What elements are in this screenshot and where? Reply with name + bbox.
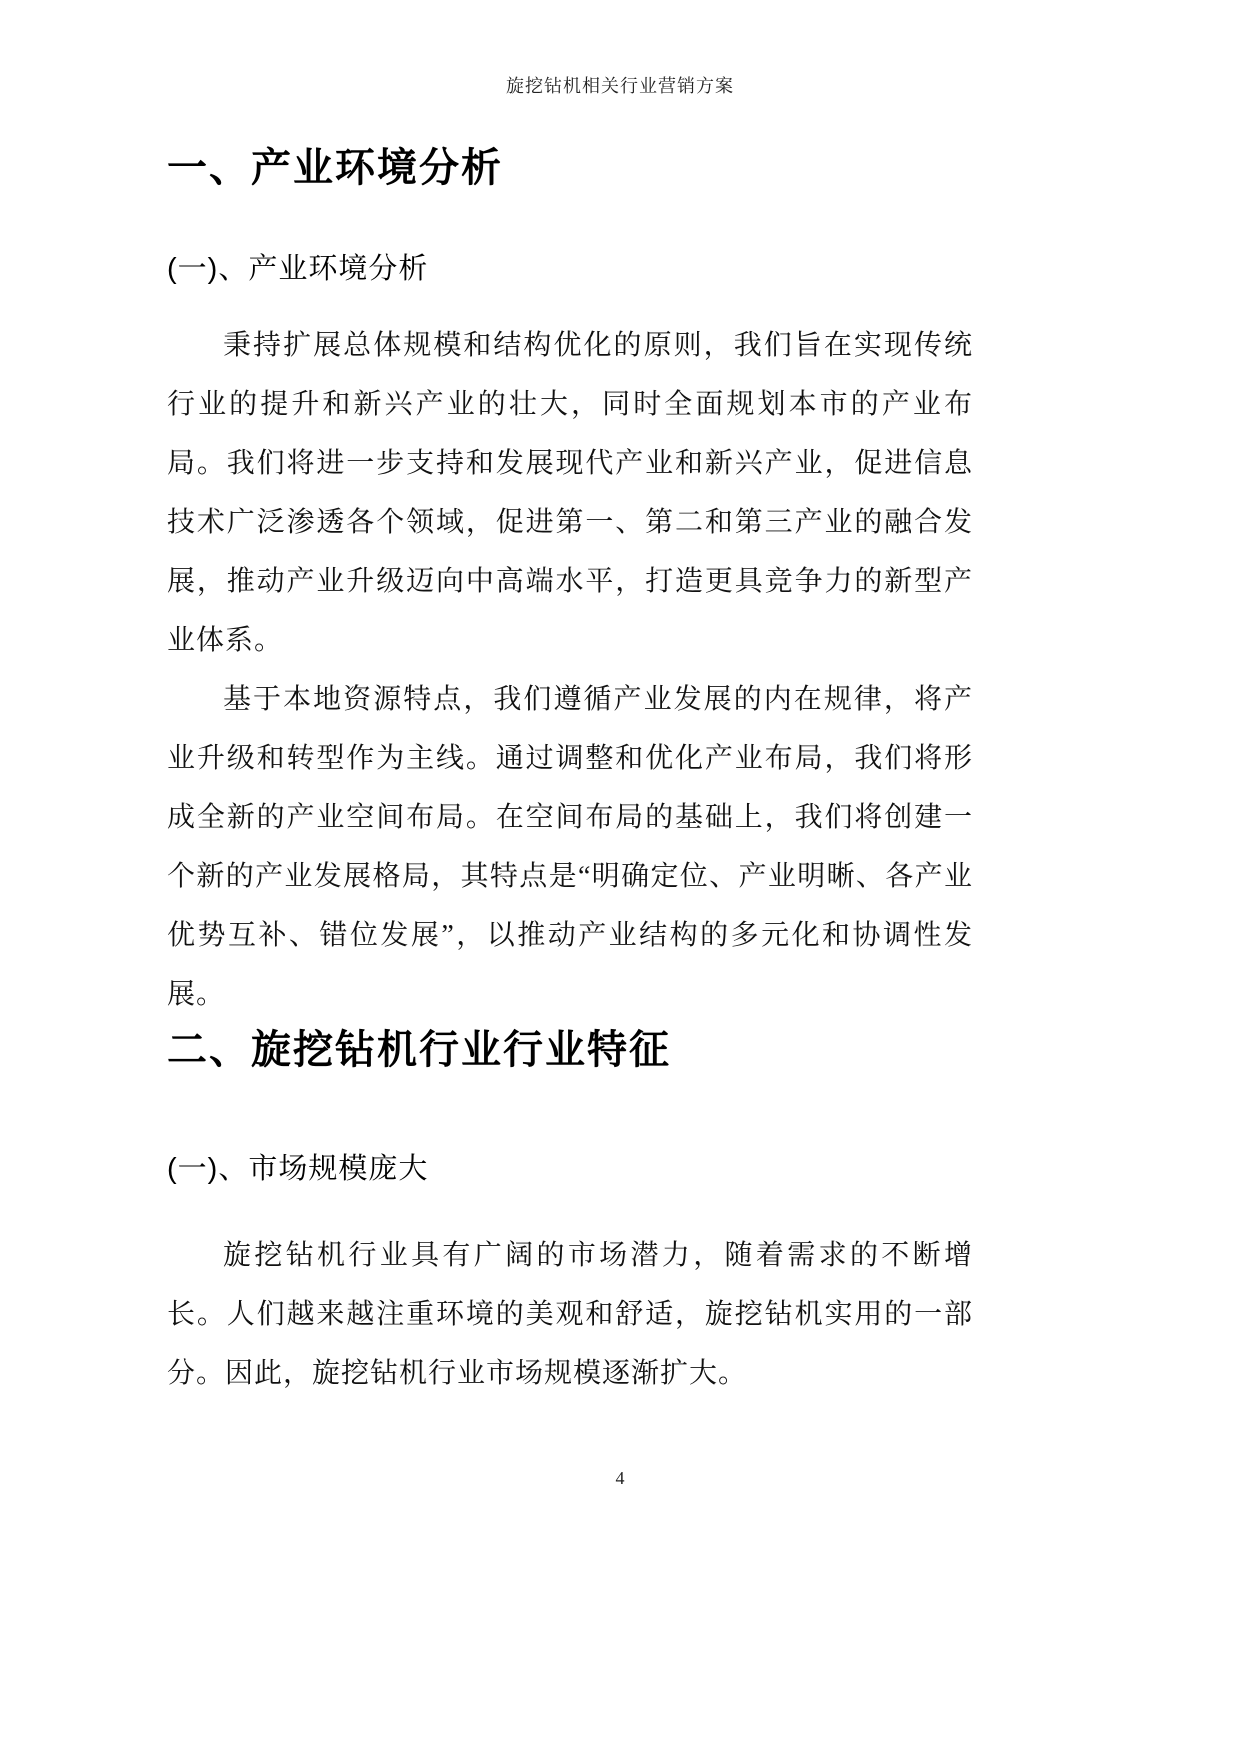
paragraph: 基于本地资源特点，我们遵循产业发展的内在规律，将产业升级和转型作为主线。通过调整和优化产业布局，我们将形成全新的产业空间布局。在空间布局的基础上，我们将创建一个新的产业发展格局，其特点是“明确定位、产业明晰、各产业优势互补、错位发展”，以推动产业结构的多元化和协调性发展。 — [167, 684, 973, 1010]
section-1-heading: 一、产业环境分析 — [167, 146, 503, 190]
section-2-body — [167, 1226, 973, 1403]
section-1-subheading: (一)、产业环境分析 — [167, 253, 429, 285]
section-1-body — [167, 316, 973, 1024]
paragraph: 秉持扩展总体规模和结构优化的原则，我们旨在实现传统行业的提升和新兴产业的壮大，同时全面规划本市的产业布局。我们将进一步支持和发展现代产业和新兴产业，促进信息技术广泛渗透各个领域，促进第一、第二和第三产业的融合发展，推动产业升级迈向中高端水平，打造更具竞争力的新型产业体系。 — [167, 330, 973, 656]
document-header-title: 旋挖钻机相关行业营销方案 — [506, 76, 734, 96]
paragraph: 旋挖钻机行业具有广阔的市场潜力，随着需求的不断增长。人们越来越注重环境的美观和舒适，旋挖钻机实用的一部分。因此，旋挖钻机行业市场规模逐渐扩大。 — [167, 1240, 973, 1389]
section-2-subheading: (一)、市场规模庞大 — [167, 1153, 429, 1185]
page-number: 4 — [615, 1468, 625, 1488]
section-2-heading: 二、旋挖钻机行业行业特征 — [167, 1028, 671, 1072]
